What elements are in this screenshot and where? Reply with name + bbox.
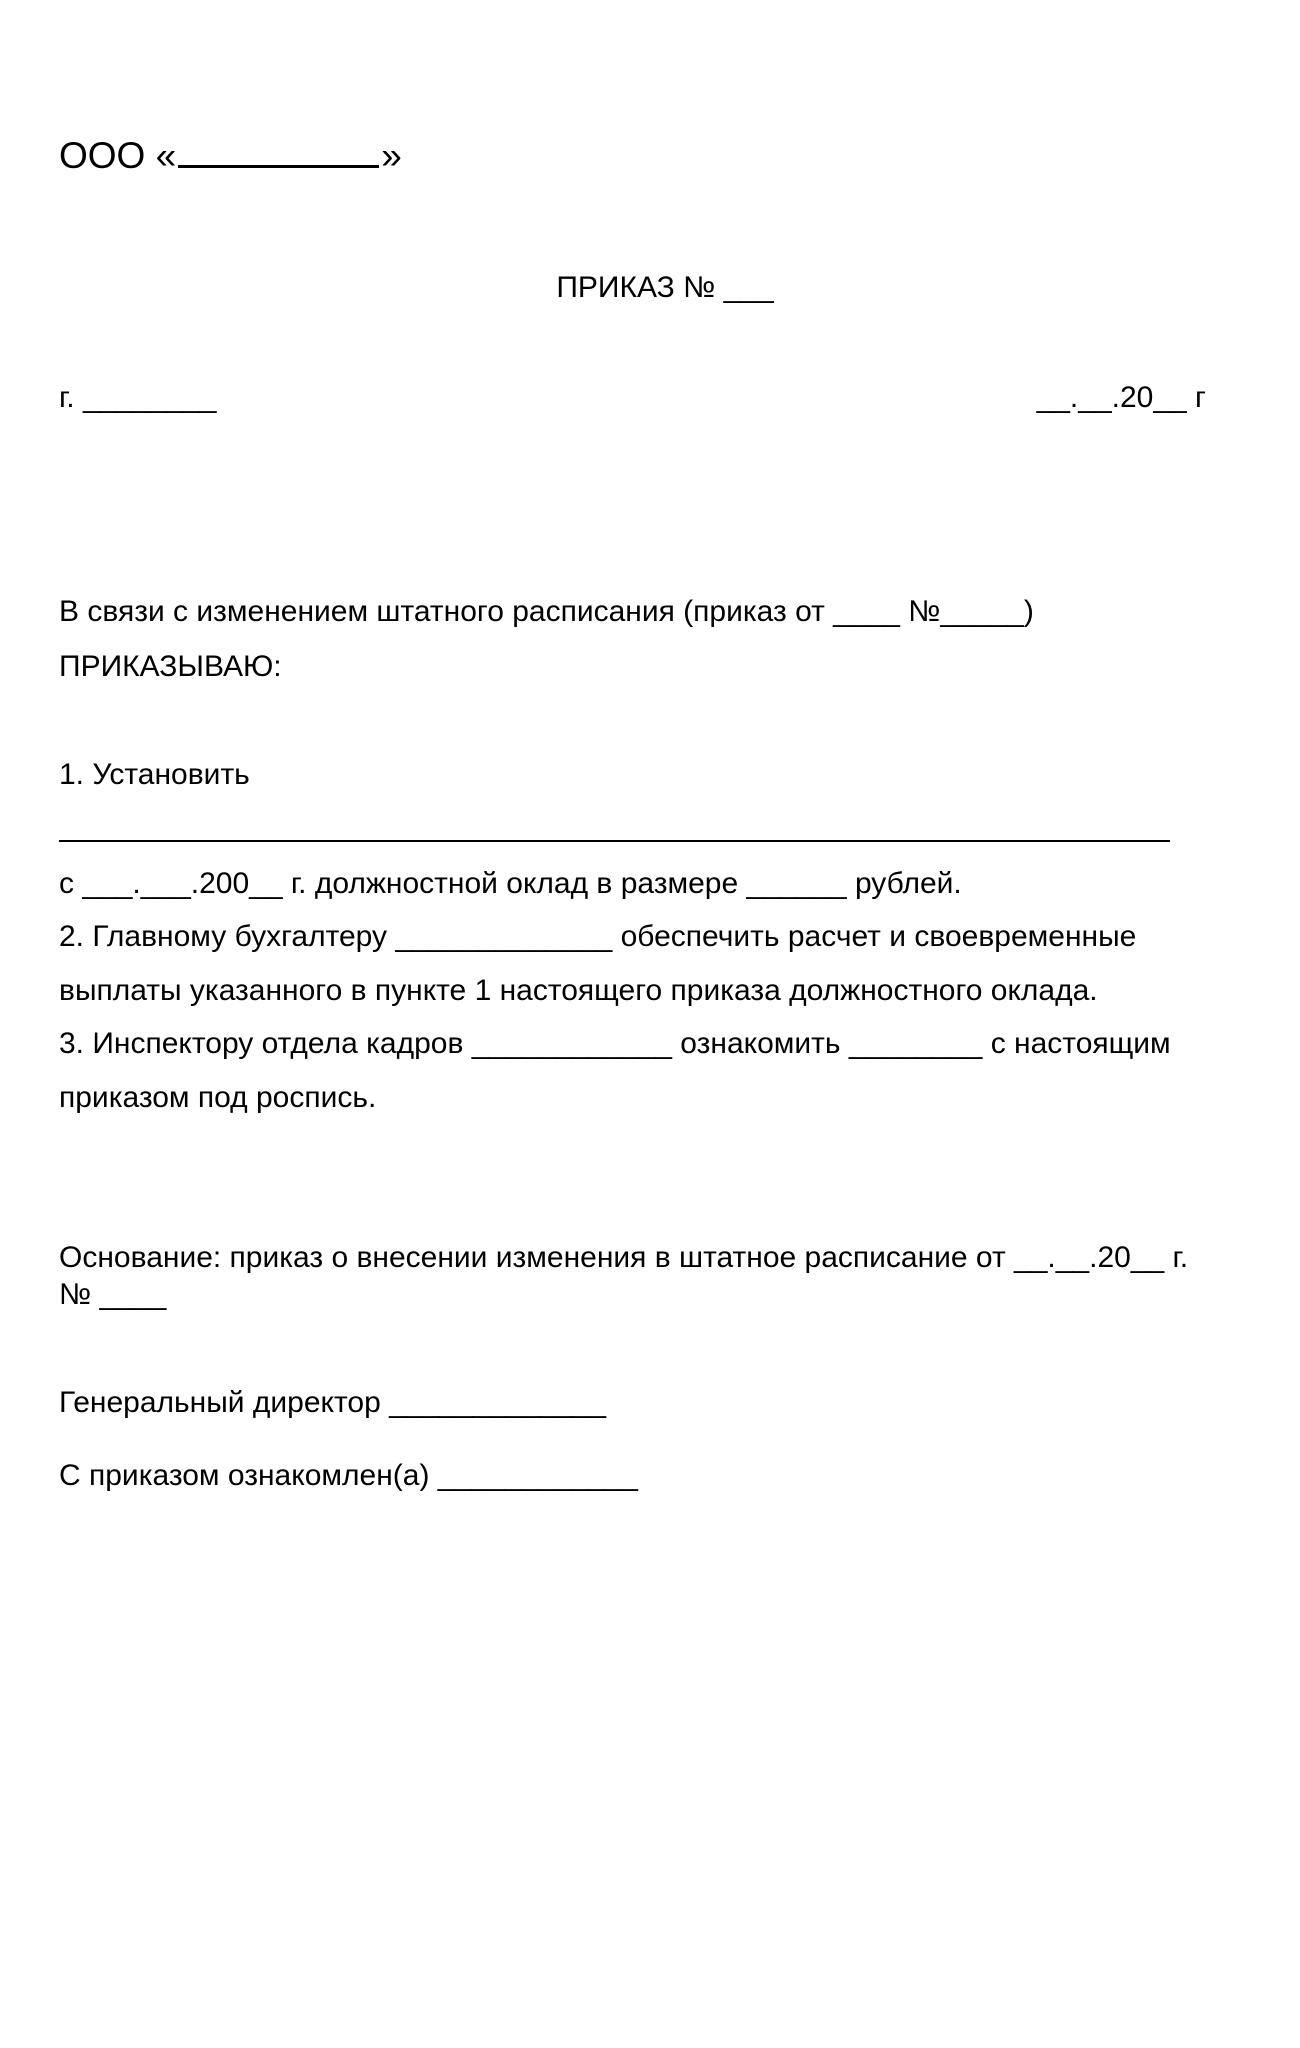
order-title: ПРИКАЗ № ___	[556, 271, 774, 304]
organization-prefix: ООО «	[59, 135, 177, 176]
date-field: __.__.20__ г	[1036, 381, 1206, 414]
item-3-line-2: приказом под роспись.	[59, 1081, 377, 1114]
item-2-line-2: выплаты указанного в пункте 1 настоящего приказа должностного оклада.	[59, 974, 1098, 1007]
city-field: г. ________	[59, 381, 217, 414]
order-word: ПРИКАЗЫВАЮ:	[59, 650, 282, 683]
director-signature: Генеральный директор _____________	[59, 1386, 607, 1419]
organization-blank	[178, 135, 379, 168]
item-1-blank-line	[59, 840, 1170, 842]
organization-suffix: »	[381, 135, 402, 176]
basis-line-2: № ____	[59, 1278, 167, 1311]
item-1-label: 1. Установить	[59, 758, 250, 791]
basis-line-1: Основание: приказ о внесении изменения в штатное расписание от __.__.20__ г.	[59, 1241, 1189, 1274]
item-2-line-1: 2. Главному бухгалтеру _____________ обеспечить расчет и своевременные	[59, 920, 1137, 953]
organization-name	[59, 134, 402, 178]
item-3-line-1: 3. Инспектору отдела кадров ____________ ознакомить ________ с настоящим	[59, 1027, 1171, 1060]
item-1-salary: с ___.___.200__ г. должностной оклад в размере ______ рублей.	[59, 867, 962, 900]
intro-paragraph: В связи с изменением штатного расписания (приказ от ____ №_____)	[59, 595, 1034, 628]
acquainted-signature: С приказом ознакомлен(а) ____________	[59, 1459, 638, 1492]
